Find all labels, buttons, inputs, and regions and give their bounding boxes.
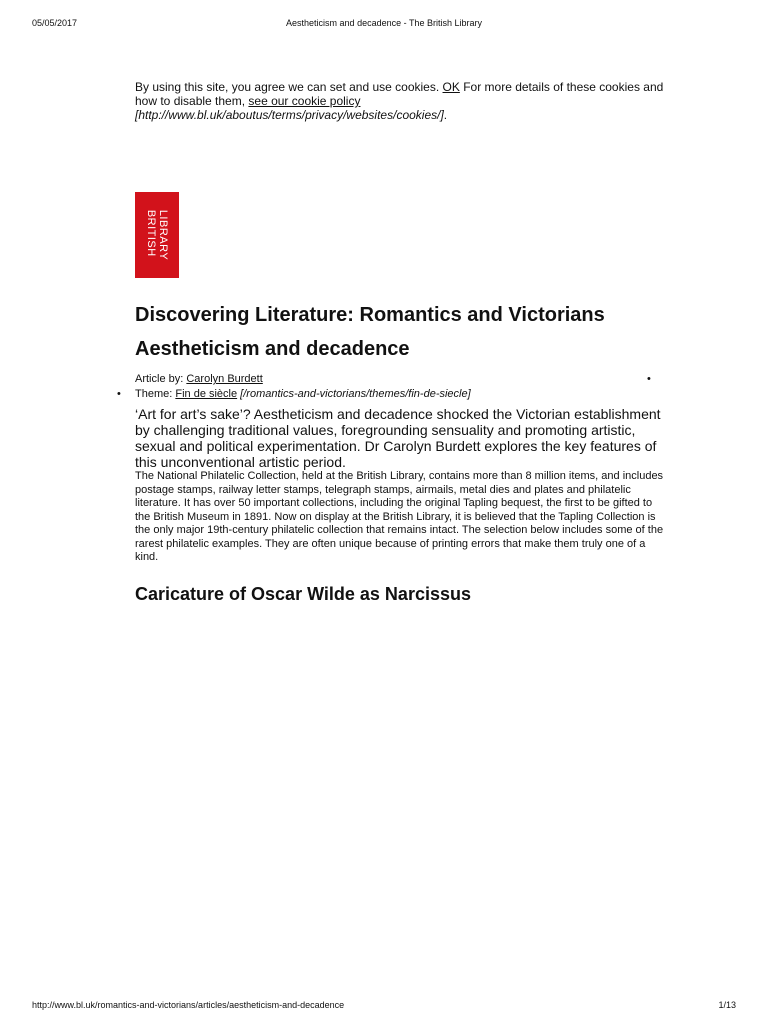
cookie-text-before: By using this site, you agree we can set and use cookies. — [135, 80, 443, 94]
cookie-ok-link[interactable]: OK — [442, 80, 460, 94]
article-title: Aestheticism and decadence — [135, 338, 410, 360]
article-meta — [117, 372, 670, 402]
logo-line-british: BRITISH — [145, 209, 157, 257]
site-section-title: Discovering Literature: Romantics and Victorians — [135, 304, 605, 326]
author-link[interactable]: Carolyn Burdett — [186, 373, 263, 385]
logo-wordmark — [145, 210, 169, 260]
page-content — [117, 80, 670, 605]
print-footer — [32, 998, 736, 1012]
article-body: The National Philatelic Collection, held at the British Library, contains more than 8 million items, and includes postage stamps, railway letter stamps, telegraph stamps, airmails, metal dies and plates and philatelic literature. It has over 50 important collections, including the original Tapling bequest, the first to be gifted to the British Museum in 1891. Now on display at the British Library, it is believed that the Tapling Collection is the only major 19th-century philatelic collection that remains intact. The selection below includes some of the rarest philatelic examples. They are often unique because of printing errors that make them truly one of a kind. — [135, 470, 664, 563]
cookie-policy-link[interactable]: see our cookie policy — [248, 94, 361, 108]
theme-row — [117, 387, 670, 402]
print-url: http://www.bl.uk/romantics-and-victorians/articles/aestheticism-and-decadence — [32, 1000, 345, 1010]
british-library-logo[interactable] — [135, 192, 179, 278]
theme-link[interactable]: Fin de siècle — [175, 388, 238, 400]
section-heading: Caricature of Oscar Wilde as Narcissus — [135, 583, 471, 604]
theme-prefix: Theme: — [135, 388, 176, 400]
list-bullet: • — [117, 388, 121, 400]
cookie-text-middle: For more details of these cookies and how to disable them, — [135, 80, 664, 108]
cookie-notice — [135, 80, 670, 122]
print-page-number: 1/13 — [718, 1000, 736, 1010]
logo-line-library: LIBRARY — [157, 209, 169, 261]
list-bullet: • — [647, 373, 651, 385]
author-row — [135, 372, 670, 387]
print-header — [32, 16, 736, 30]
cookie-text-after: . — [443, 108, 448, 122]
article-intro: ‘Art for art’s sake’? Aestheticism and decadence shocked the Victorian establishment by challenging traditional values, foregrounding sensuality and promoting artistic, sexual and political experimentation. Dr Carolyn Burdett explores the key features of this unconventional artistic period. — [135, 406, 661, 470]
theme-url: [/romantics-and-victorians/themes/fin-de-siecle] — [237, 388, 471, 400]
print-date: 05/05/2017 — [32, 18, 78, 28]
print-page-title: Aestheticism and decadence - The British Library — [286, 18, 482, 28]
author-prefix: Article by: — [135, 373, 187, 385]
cookie-policy-url: [http://www.bl.uk/aboutus/terms/privacy/websites/cookies/] — [135, 108, 444, 122]
